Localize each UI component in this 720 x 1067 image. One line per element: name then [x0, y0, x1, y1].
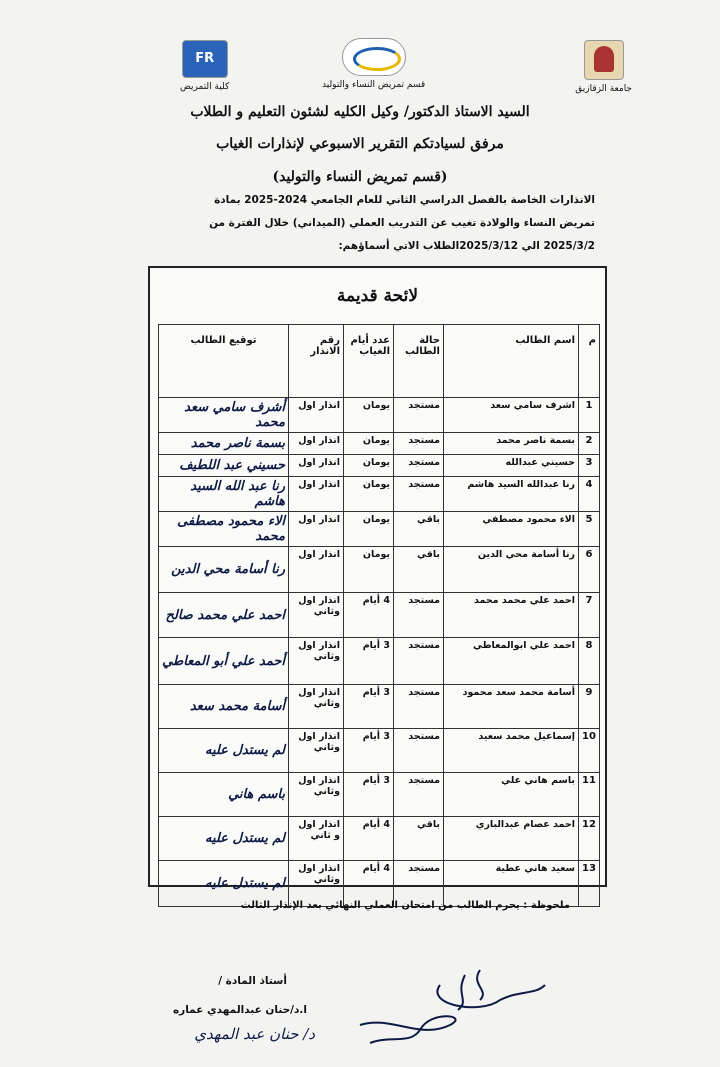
- row-warning-number: انذار اول وثاني: [289, 729, 344, 773]
- row-student-name: سعيد هاني عطية: [444, 861, 579, 907]
- row-student-signature: حسيني عبد اللطيف: [159, 455, 289, 477]
- header-status: حالة الطالب: [394, 325, 444, 398]
- table-row: [159, 398, 600, 433]
- row-student-signature: باسم هاني: [159, 773, 289, 817]
- row-warning-number: انذار اول: [289, 512, 344, 547]
- table-body: [159, 398, 600, 907]
- header-name: اسم الطالب: [444, 325, 579, 398]
- table-row: [159, 593, 600, 638]
- row-student-name: احمد عصام عبدالباري: [444, 817, 579, 861]
- row-warning-number: انذار اول وثاني: [289, 773, 344, 817]
- row-status: باقي: [394, 817, 444, 861]
- faculty-logo-label: كلية التمريض: [180, 82, 230, 92]
- row-status: مستجد: [394, 773, 444, 817]
- row-student-signature: لم يستدل عليه: [159, 729, 289, 773]
- row-student-name: باسم هاني علي: [444, 773, 579, 817]
- row-absence-days: 4 أيام: [344, 817, 394, 861]
- row-num: 7: [579, 593, 600, 638]
- row-student-name: حسيني عبدالله: [444, 455, 579, 477]
- faculty-logo: [180, 40, 229, 92]
- table-row: [159, 729, 600, 773]
- table-row: [159, 512, 600, 547]
- department-logo: [322, 38, 425, 90]
- warnings-frame: [148, 266, 607, 891]
- row-warning-number: انذار اول وثاني: [289, 685, 344, 729]
- row-absence-days: 3 أيام: [344, 729, 394, 773]
- table-row: [159, 817, 600, 861]
- table-row: [159, 685, 600, 729]
- row-absence-days: 3 أيام: [344, 685, 394, 729]
- table-row: [159, 638, 600, 685]
- department-emblem-icon: [342, 38, 406, 76]
- intro-line-1: الانذارات الخاصة بالفصل الدراسي الثاني للعام الجامعي 2024-2025 بمادة: [214, 194, 595, 206]
- row-num: 4: [579, 477, 600, 512]
- row-warning-number: انذار اول وثاني: [289, 861, 344, 907]
- row-status: مستجد: [394, 477, 444, 512]
- header-days: عدد أيام الغياب: [344, 325, 394, 398]
- header-signature: توقيع الطالب: [159, 325, 289, 398]
- row-student-name: إسماعيل محمد سعيد: [444, 729, 579, 773]
- table-row: [159, 477, 600, 512]
- row-student-name: اشرف سامي سعد: [444, 398, 579, 433]
- row-status: مستجد: [394, 433, 444, 455]
- university-logo-label: جامعة الزقازيق: [575, 84, 632, 94]
- row-student-name: رنا أسامة محي الدين: [444, 547, 579, 593]
- row-student-signature: رنا أسامة محي الدين: [159, 547, 289, 593]
- row-student-signature: لم يستدل عليه: [159, 817, 289, 861]
- table-row: [159, 455, 600, 477]
- row-num: 8: [579, 638, 600, 685]
- university-logo: [575, 40, 632, 94]
- row-num: 5: [579, 512, 600, 547]
- row-num: 9: [579, 685, 600, 729]
- row-student-name: أسامة محمد سعد محمود: [444, 685, 579, 729]
- row-status: مستجد: [394, 593, 444, 638]
- row-student-signature: لم يستدل عليه: [159, 861, 289, 907]
- row-absence-days: يومان: [344, 433, 394, 455]
- warnings-table: [158, 324, 600, 907]
- row-student-name: بسمة ناصر محمد: [444, 433, 579, 455]
- table-header-row: [159, 325, 600, 398]
- header-num: م: [579, 325, 600, 398]
- row-student-signature: أسامة محمد سعد: [159, 685, 289, 729]
- row-status: مستجد: [394, 861, 444, 907]
- university-crest-icon: [584, 40, 624, 80]
- row-num: 6: [579, 547, 600, 593]
- instructor-handwritten-name: د/ حنان عبد المهدي: [194, 1025, 315, 1043]
- row-student-signature: بسمة ناصر محمد: [159, 433, 289, 455]
- row-warning-number: انذار اول وثاني: [289, 638, 344, 685]
- row-warning-number: انذار اول: [289, 433, 344, 455]
- row-absence-days: 4 أيام: [344, 593, 394, 638]
- row-warning-number: انذار اول وثاني: [289, 593, 344, 638]
- table-row: [159, 547, 600, 593]
- row-warning-number: انذار اول: [289, 455, 344, 477]
- row-warning-number: انذار اول: [289, 547, 344, 593]
- row-absence-days: يومان: [344, 398, 394, 433]
- table-title: لائحة قديمة: [336, 286, 419, 306]
- row-student-name: الاء محمود مصطفي: [444, 512, 579, 547]
- instructor-role: أستاذ المادة /: [218, 975, 287, 987]
- row-student-signature: الاء محمود مصطفى محمد: [159, 512, 289, 547]
- row-status: مستجد: [394, 638, 444, 685]
- row-num: 13: [579, 861, 600, 907]
- row-status: مستجد: [394, 455, 444, 477]
- row-num: 10: [579, 729, 600, 773]
- row-status: مستجد: [394, 685, 444, 729]
- row-warning-number: انذار اول و ثاني: [289, 817, 344, 861]
- table-row: [159, 773, 600, 817]
- row-student-name: احمد علي ابوالمعاطي: [444, 638, 579, 685]
- department-line: (قسم تمريض النساء والتوليد): [272, 169, 448, 185]
- instructor-name: ا.د/حنان عبدالمهدي عماره: [172, 1004, 307, 1016]
- row-student-signature: احمد علي محمد صالح: [159, 593, 289, 638]
- row-absence-days: يومان: [344, 547, 394, 593]
- table-row: [159, 433, 600, 455]
- row-warning-number: انذار اول: [289, 477, 344, 512]
- row-status: باقي: [394, 547, 444, 593]
- row-num: 3: [579, 455, 600, 477]
- row-warning-number: انذار اول: [289, 398, 344, 433]
- head-of-department-signature-icon: [330, 955, 550, 1050]
- row-student-name: احمد علي محمد محمد: [444, 593, 579, 638]
- row-absence-days: يومان: [344, 455, 394, 477]
- row-status: باقي: [394, 512, 444, 547]
- footnote: ملحوظة : يحرم الطالب من امتحان العملي النهائي بعد الإنذار الثالث: [240, 900, 570, 911]
- row-num: 1: [579, 398, 600, 433]
- row-num: 11: [579, 773, 600, 817]
- header-warning: رقم الانذار: [289, 325, 344, 398]
- row-status: مستجد: [394, 729, 444, 773]
- row-status: مستجد: [394, 398, 444, 433]
- faculty-emblem-icon: FR: [182, 40, 228, 78]
- row-student-signature: أشرف سامي سعد محمد: [159, 398, 289, 433]
- row-student-signature: أحمد علي أبو المعاطي: [159, 638, 289, 685]
- department-logo-label: قسم تمريض النساء والتوليد: [322, 80, 426, 90]
- row-absence-days: 3 أيام: [344, 773, 394, 817]
- intro-line-3: 2025/3/2 الي 2025/3/12الطلاب الاتي أسماؤهم:: [338, 240, 595, 252]
- row-absence-days: يومان: [344, 512, 394, 547]
- row-absence-days: يومان: [344, 477, 394, 512]
- row-num: 12: [579, 817, 600, 861]
- row-student-signature: رنا عبد الله السيد هاشم: [159, 477, 289, 512]
- row-absence-days: 4 أيام: [344, 861, 394, 907]
- row-num: 2: [579, 433, 600, 455]
- subject-line: مرفق لسيادتكم التقرير الاسبوعي لإنذارات الغياب: [216, 136, 504, 152]
- intro-line-2: تمريض النساء والولادة تغيب عن التدريب العملي (الميداني) خلال الفترة من: [209, 217, 595, 229]
- row-absence-days: 3 أيام: [344, 638, 394, 685]
- addressee-line: السيد الاستاذ الدكتور/ وكيل الكليه لشئون التعليم و الطلاب: [190, 104, 530, 120]
- row-student-name: رنا عبدالله السيد هاشم: [444, 477, 579, 512]
